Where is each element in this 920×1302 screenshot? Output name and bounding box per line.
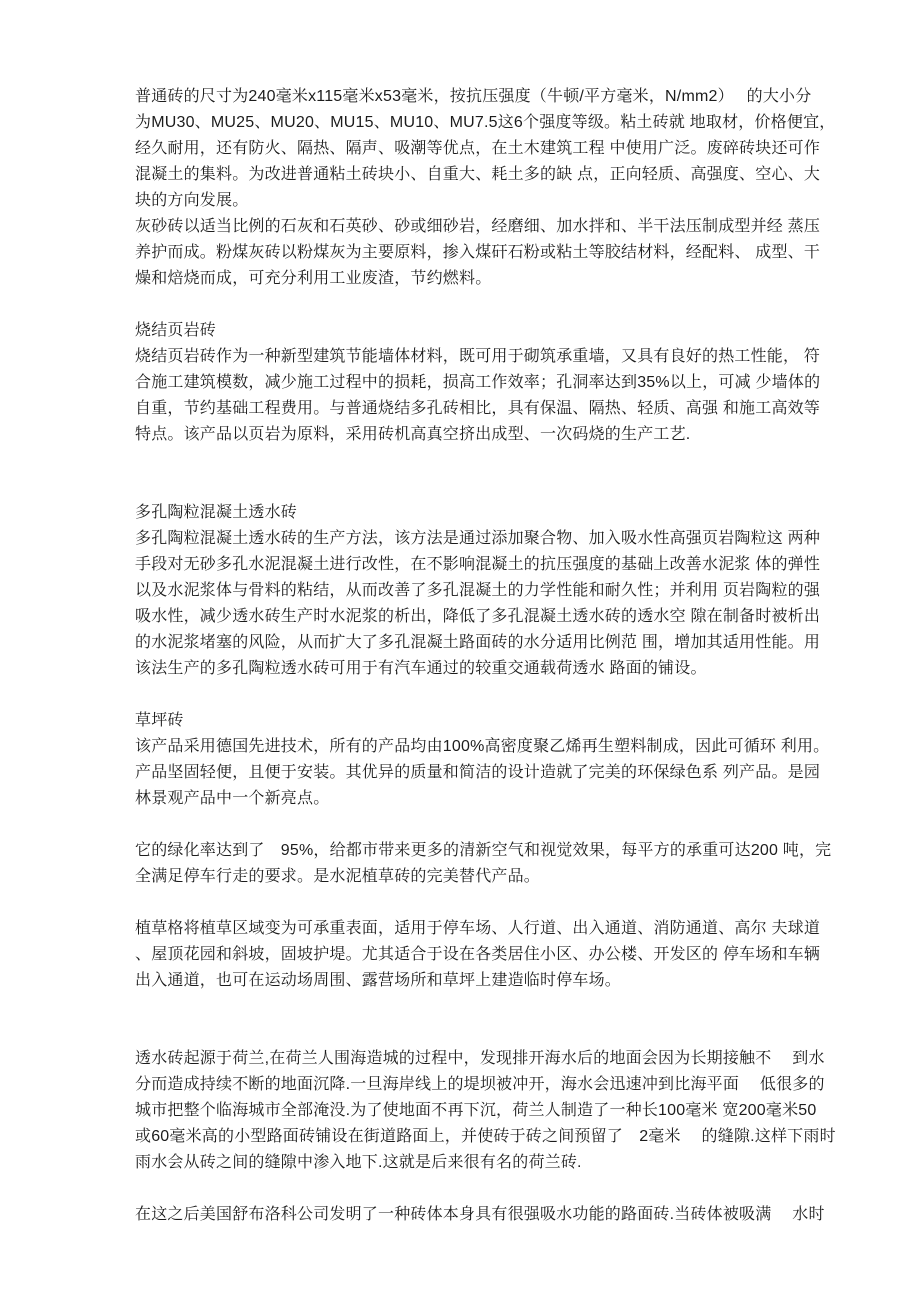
text-line: 为MU30、MU25、MU20、MU15、MU10、MU7.5这6个强度等级。粘土砖就 地取材，价格便宜， xyxy=(135,114,836,131)
document-body xyxy=(135,84,836,1228)
text-line: 多孔陶粒混凝土透水砖 xyxy=(135,504,298,521)
text-line: 燥和焙烧而成，可充分利用工业废渣，节约燃料。 xyxy=(135,270,492,287)
text-line: 或60毫米高的小型路面砖铺设在街道路面上，并使砖于砖之间预留了 2毫米 的缝隙.这样下雨时 xyxy=(135,1128,836,1145)
text-line: 养护而成。粉煤灰砖以粉煤灰为主要原料，掺入煤矸石粉或粘土等胶结材料，经配料、 成型、干 xyxy=(135,244,821,261)
document-paragraph xyxy=(135,916,821,994)
text-line: 它的绿化率达到了 95%，给都市带来更多的清新空气和视觉效果，每平方的承重可达200 吨，完 xyxy=(135,842,832,859)
document-paragraph xyxy=(135,1046,836,1176)
text-line: 吸水性，减少透水砖生产时水泥浆的析出，降低了多孔混凝土透水砖的透水空 隙在制备时被析出 xyxy=(135,608,821,625)
text-line: 烧结页岩砖 xyxy=(135,322,217,339)
text-line: 该法生产的多孔陶粒透水砖可用于有汽车通过的较重交通载荷透水 路面的铺设。 xyxy=(135,660,707,677)
text-line: 在这之后美国舒布洛科公司发明了一种砖体本身具有很强吸水功能的路面砖.当砖体被吸满 水时 xyxy=(135,1206,825,1223)
document-paragraph xyxy=(135,526,821,682)
text-line: 出入通道，也可在运动场周围、露营场所和草坪上建造临时停车场。 xyxy=(135,972,622,989)
document-paragraph xyxy=(135,344,821,448)
text-line: 以及水泥浆体与骨料的粘结，从而改善了多孔混凝土的力学性能和耐久性；并利用 页岩陶粒的强 xyxy=(135,582,821,599)
text-line: 雨水会从砖之间的缝隙中渗入地下.这就是后来很有名的荷兰砖. xyxy=(135,1154,582,1171)
text-line: 草坪砖 xyxy=(135,712,184,729)
text-line: 混凝土的集料。为改进普通粘土砖块小、自重大、耗土多的缺 点，正向轻质、高强度、空心、大 xyxy=(135,166,821,183)
text-line: 透水砖起源于荷兰,在荷兰人围海造城的过程中，发现排开海水后的地面会因为长期接触不 到水 xyxy=(135,1050,825,1067)
text-line: 全满足停车行走的要求。是水泥植草砖的完美替代产品。 xyxy=(135,868,541,885)
text-line: 经久耐用，还有防火、隔热、隔声、吸潮等优点，在土木建筑工程 中使用广泛。废碎砖块还可作 xyxy=(135,140,821,157)
document-paragraph xyxy=(135,84,836,214)
text-line: 的水泥浆堵塞的风险，从而扩大了多孔混凝土路面砖的水分适用比例范 围，增加其适用性能。用 xyxy=(135,634,821,651)
document-heading xyxy=(135,318,802,344)
text-line: 该产品采用德国先进技术，所有的产品均由100%高密度聚乙烯再生塑料制成，因此可循环 利用。 xyxy=(135,738,830,755)
document-heading xyxy=(135,500,802,526)
document-heading xyxy=(135,708,802,734)
text-line: 普通砖的尺寸为240毫米x115毫米x53毫米，按抗压强度（牛顿/平方毫米，N/mm2） 的大小分 xyxy=(135,88,812,105)
document-paragraph xyxy=(135,1202,825,1228)
document-paragraph xyxy=(135,838,832,890)
text-line: 产品坚固轻便，且便于安装。其优异的质量和简洁的设计造就了完美的环保绿色系 列产品。是园 xyxy=(135,764,821,781)
text-line: 城市把整个临海城市全部淹没.为了使地面不再下沉，荷兰人制造了一种长100毫米 宽200毫米50 xyxy=(135,1102,817,1119)
text-line: 分而造成持续不断的地面沉降.一旦海岸线上的堤坝被冲开，海水会迅速冲到比海平面 低很多的 xyxy=(135,1076,825,1093)
document-paragraph xyxy=(135,214,821,292)
text-line: 灰砂砖以适当比例的石灰和石英砂、砂或细砂岩，经磨细、加水拌和、半干法压制成型并经 蒸压 xyxy=(135,218,821,235)
text-line: 合施工建筑模数，减少施工过程中的损耗，损高工作效率；孔洞率达到35%以上，可减 少墙体的 xyxy=(135,374,821,391)
text-line: 植草格将植草区域变为可承重表面，适用于停车场、人行道、出入通道、消防通道、高尔 夫球道 xyxy=(135,920,821,937)
text-line: 自重，节约基础工程费用。与普通烧结多孔砖相比，具有保温、隔热、轻质、高强 和施工高效等 xyxy=(135,400,821,417)
text-line: 特点。该产品以页岩为原料，采用砖机高真空挤出成型、一次码烧的生产工艺. xyxy=(135,426,691,443)
text-line: 、屋顶花园和斜坡，固坡护堤。尤其适合于设在各类居住小区、办公楼、开发区的 停车场和车辆 xyxy=(135,946,821,963)
text-line: 烧结页岩砖作为一种新型建筑节能墙体材料，既可用于砌筑承重墙，又具有良好的热工性能， 符 xyxy=(135,348,821,365)
text-line: 多孔陶粒混凝土透水砖的生产方法，该方法是通过添加聚合物、加入吸水性高强页岩陶粒这 两种 xyxy=(135,530,821,547)
document-paragraph xyxy=(135,734,830,812)
text-line: 林景观产品中一个新亮点。 xyxy=(135,790,330,807)
text-line: 块的方向发展。 xyxy=(135,192,249,209)
text-line: 手段对无砂多孔水泥混凝土进行改性，在不影响混凝土的抗压强度的基础上改善水泥浆 体的弹性 xyxy=(135,556,821,573)
